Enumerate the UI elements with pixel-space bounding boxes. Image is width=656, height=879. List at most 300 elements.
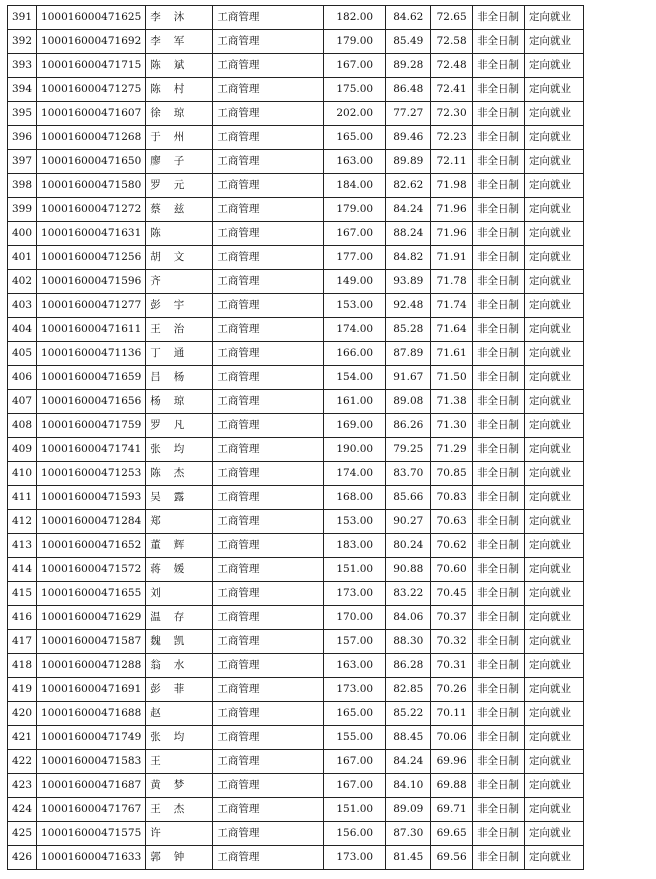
name-mask <box>161 83 174 95</box>
major-cell: 工商管理 <box>213 294 324 318</box>
retest-score-cell: 91.67 <box>386 366 431 390</box>
employment-type-cell: 定向就业 <box>525 726 584 750</box>
row-number-cell: 415 <box>8 582 37 606</box>
initial-score-cell: 157.00 <box>324 630 386 654</box>
major-cell: 工商管理 <box>213 558 324 582</box>
study-mode-cell: 非全日制 <box>473 774 525 798</box>
total-score-cell: 71.29 <box>431 438 473 462</box>
name-mask <box>161 131 174 143</box>
table-row <box>8 726 656 750</box>
row-number-cell: 406 <box>8 366 37 390</box>
initial-score-cell: 182.00 <box>324 6 386 30</box>
retest-score-cell: 89.89 <box>386 150 431 174</box>
row-number-cell: 401 <box>8 246 37 270</box>
name-mask <box>161 107 174 119</box>
retest-score-cell: 83.70 <box>386 462 431 486</box>
row-number-cell: 425 <box>8 822 37 846</box>
table-row <box>8 510 656 534</box>
candidate-name-cell <box>146 270 213 294</box>
name-mask <box>161 419 174 431</box>
study-mode-cell: 非全日制 <box>473 150 525 174</box>
name-surname: 刘 <box>150 587 161 599</box>
table-row <box>8 150 656 174</box>
name-surname: 罗 <box>150 179 161 191</box>
table-row <box>8 246 656 270</box>
name-surname: 杨 <box>150 395 161 407</box>
candidate-name-cell <box>146 798 213 822</box>
name-surname: 陈 <box>150 59 161 71</box>
retest-score-cell: 84.24 <box>386 198 431 222</box>
study-mode-cell: 非全日制 <box>473 294 525 318</box>
name-given: 辉 <box>173 539 185 551</box>
major-cell: 工商管理 <box>213 630 324 654</box>
major-cell: 工商管理 <box>213 438 324 462</box>
candidate-name-cell <box>146 726 213 750</box>
name-surname: 廖 <box>150 155 161 167</box>
name-mask <box>161 179 174 191</box>
major-cell: 工商管理 <box>213 822 324 846</box>
table-row <box>8 78 656 102</box>
row-number-cell: 412 <box>8 510 37 534</box>
total-score-cell: 71.91 <box>431 246 473 270</box>
table-row <box>8 486 656 510</box>
major-cell: 工商管理 <box>213 582 324 606</box>
row-number-cell: 423 <box>8 774 37 798</box>
table-row <box>8 438 656 462</box>
name-surname: 陈 <box>150 227 161 239</box>
candidate-name-cell <box>146 318 213 342</box>
name-mask <box>161 659 174 671</box>
study-mode-cell: 非全日制 <box>473 846 525 870</box>
row-number-cell: 398 <box>8 174 37 198</box>
candidate-name-cell <box>146 462 213 486</box>
name-given: 琼 <box>173 395 185 407</box>
row-number-cell: 393 <box>8 54 37 78</box>
name-given: 钟 <box>173 851 185 863</box>
candidate-id-cell: 100016000471587 <box>37 630 146 654</box>
table-row <box>8 774 656 798</box>
candidate-id-cell: 100016000471652 <box>37 534 146 558</box>
major-cell: 工商管理 <box>213 6 324 30</box>
candidate-name-cell <box>146 846 213 870</box>
study-mode-cell: 非全日制 <box>473 678 525 702</box>
row-number-cell: 420 <box>8 702 37 726</box>
name-mask <box>161 803 174 815</box>
retest-score-cell: 85.49 <box>386 30 431 54</box>
employment-type-cell: 定向就业 <box>525 366 584 390</box>
table-row <box>8 342 656 366</box>
name-given: 杰 <box>173 467 185 479</box>
initial-score-cell: 153.00 <box>324 510 386 534</box>
major-cell: 工商管理 <box>213 414 324 438</box>
table-row <box>8 414 656 438</box>
study-mode-cell: 非全日制 <box>473 246 525 270</box>
major-cell: 工商管理 <box>213 366 324 390</box>
candidate-id-cell: 100016000471596 <box>37 270 146 294</box>
row-number-cell: 419 <box>8 678 37 702</box>
candidate-name-cell <box>146 534 213 558</box>
name-mask <box>161 827 174 839</box>
study-mode-cell: 非全日制 <box>473 462 525 486</box>
employment-type-cell: 定向就业 <box>525 510 584 534</box>
candidate-id-cell: 100016000471659 <box>37 366 146 390</box>
name-mask <box>161 539 174 551</box>
name-given: 宇 <box>173 299 185 311</box>
initial-score-cell: 179.00 <box>324 198 386 222</box>
total-score-cell: 71.50 <box>431 366 473 390</box>
major-cell: 工商管理 <box>213 726 324 750</box>
study-mode-cell: 非全日制 <box>473 54 525 78</box>
total-score-cell: 72.58 <box>431 30 473 54</box>
candidate-name-cell <box>146 654 213 678</box>
name-surname: 翁 <box>150 659 161 671</box>
employment-type-cell: 定向就业 <box>525 462 584 486</box>
name-mask <box>161 563 174 575</box>
retest-score-cell: 84.24 <box>386 750 431 774</box>
row-number-cell: 410 <box>8 462 37 486</box>
candidate-name-cell <box>146 246 213 270</box>
name-mask <box>161 779 174 791</box>
total-score-cell: 71.74 <box>431 294 473 318</box>
name-surname: 丁 <box>150 347 161 359</box>
name-mask <box>161 275 174 287</box>
major-cell: 工商管理 <box>213 750 324 774</box>
name-given: 媛 <box>173 563 185 575</box>
major-cell: 工商管理 <box>213 150 324 174</box>
name-given: 文 <box>173 251 185 263</box>
major-cell: 工商管理 <box>213 606 324 630</box>
candidate-id-cell: 100016000471284 <box>37 510 146 534</box>
major-cell: 工商管理 <box>213 390 324 414</box>
name-given: 村 <box>173 83 185 95</box>
major-cell: 工商管理 <box>213 702 324 726</box>
row-number-cell: 416 <box>8 606 37 630</box>
retest-score-cell: 82.85 <box>386 678 431 702</box>
name-surname: 王 <box>150 803 161 815</box>
retest-score-cell: 92.48 <box>386 294 431 318</box>
total-score-cell: 71.61 <box>431 342 473 366</box>
candidate-id-cell: 100016000471625 <box>37 6 146 30</box>
initial-score-cell: 177.00 <box>324 246 386 270</box>
retest-score-cell: 86.26 <box>386 414 431 438</box>
candidate-name-cell <box>146 750 213 774</box>
row-number-cell: 418 <box>8 654 37 678</box>
retest-score-cell: 77.27 <box>386 102 431 126</box>
employment-type-cell: 定向就业 <box>525 78 584 102</box>
employment-type-cell: 定向就业 <box>525 606 584 630</box>
candidate-id-cell: 100016000471629 <box>37 606 146 630</box>
employment-type-cell: 定向就业 <box>525 102 584 126</box>
initial-score-cell: 168.00 <box>324 486 386 510</box>
employment-type-cell: 定向就业 <box>525 486 584 510</box>
name-given: 水 <box>173 659 185 671</box>
study-mode-cell: 非全日制 <box>473 174 525 198</box>
name-mask <box>161 371 174 383</box>
retest-score-cell: 90.88 <box>386 558 431 582</box>
candidate-name-cell <box>146 222 213 246</box>
retest-score-cell: 86.48 <box>386 78 431 102</box>
name-surname: 彭 <box>150 299 161 311</box>
table-row <box>8 318 656 342</box>
total-score-cell: 70.85 <box>431 462 473 486</box>
candidate-id-cell: 100016000471655 <box>37 582 146 606</box>
row-number-cell: 424 <box>8 798 37 822</box>
row-number-cell: 414 <box>8 558 37 582</box>
study-mode-cell: 非全日制 <box>473 750 525 774</box>
total-score-cell: 71.64 <box>431 318 473 342</box>
name-surname: 李 <box>150 35 161 47</box>
name-mask <box>161 35 174 47</box>
row-number-cell: 400 <box>8 222 37 246</box>
candidate-id-cell: 100016000471741 <box>37 438 146 462</box>
name-given: 通 <box>173 347 185 359</box>
row-number-cell: 422 <box>8 750 37 774</box>
major-cell: 工商管理 <box>213 174 324 198</box>
name-surname: 陈 <box>150 83 161 95</box>
major-cell: 工商管理 <box>213 54 324 78</box>
candidate-id-cell: 100016000471688 <box>37 702 146 726</box>
name-mask <box>161 635 174 647</box>
study-mode-cell: 非全日制 <box>473 534 525 558</box>
name-mask <box>161 155 174 167</box>
total-score-cell: 72.11 <box>431 150 473 174</box>
name-surname: 彭 <box>150 683 161 695</box>
retest-score-cell: 88.30 <box>386 630 431 654</box>
major-cell: 工商管理 <box>213 78 324 102</box>
row-number-cell: 397 <box>8 150 37 174</box>
name-surname: 于 <box>150 131 161 143</box>
row-number-cell: 396 <box>8 126 37 150</box>
row-number-cell: 395 <box>8 102 37 126</box>
row-number-cell: 405 <box>8 342 37 366</box>
total-score-cell: 69.88 <box>431 774 473 798</box>
initial-score-cell: 167.00 <box>324 750 386 774</box>
total-score-cell: 70.06 <box>431 726 473 750</box>
employment-type-cell: 定向就业 <box>525 678 584 702</box>
employment-type-cell: 定向就业 <box>525 6 584 30</box>
name-mask <box>161 443 174 455</box>
name-surname: 蒋 <box>150 563 161 575</box>
initial-score-cell: 175.00 <box>324 78 386 102</box>
row-number-cell: 408 <box>8 414 37 438</box>
initial-score-cell: 167.00 <box>324 774 386 798</box>
name-surname: 董 <box>150 539 161 551</box>
study-mode-cell: 非全日制 <box>473 6 525 30</box>
table-row <box>8 558 656 582</box>
initial-score-cell: 174.00 <box>324 318 386 342</box>
name-given: 斌 <box>173 59 185 71</box>
table-row <box>8 678 656 702</box>
initial-score-cell: 167.00 <box>324 222 386 246</box>
candidate-id-cell: 100016000471272 <box>37 198 146 222</box>
study-mode-cell: 非全日制 <box>473 102 525 126</box>
initial-score-cell: 170.00 <box>324 606 386 630</box>
candidate-name-cell <box>146 174 213 198</box>
retest-score-cell: 86.28 <box>386 654 431 678</box>
initial-score-cell: 149.00 <box>324 270 386 294</box>
major-cell: 工商管理 <box>213 654 324 678</box>
name-surname: 许 <box>150 827 161 839</box>
study-mode-cell: 非全日制 <box>473 726 525 750</box>
candidate-id-cell: 100016000471691 <box>37 678 146 702</box>
study-mode-cell: 非全日制 <box>473 414 525 438</box>
initial-score-cell: 169.00 <box>324 414 386 438</box>
initial-score-cell: 165.00 <box>324 126 386 150</box>
name-mask <box>161 731 174 743</box>
name-given: 兹 <box>173 203 185 215</box>
name-surname: 胡 <box>150 251 161 263</box>
name-surname: 吴 <box>150 491 161 503</box>
name-surname: 王 <box>150 755 161 767</box>
name-mask <box>161 299 174 311</box>
table-row <box>8 846 656 870</box>
candidate-name-cell <box>146 678 213 702</box>
initial-score-cell: 165.00 <box>324 702 386 726</box>
study-mode-cell: 非全日制 <box>473 270 525 294</box>
study-mode-cell: 非全日制 <box>473 558 525 582</box>
retest-score-cell: 84.62 <box>386 6 431 30</box>
employment-type-cell: 定向就业 <box>525 774 584 798</box>
major-cell: 工商管理 <box>213 342 324 366</box>
candidate-id-cell: 100016000471611 <box>37 318 146 342</box>
candidate-name-cell <box>146 6 213 30</box>
name-mask <box>161 59 174 71</box>
name-given: 露 <box>173 491 185 503</box>
study-mode-cell: 非全日制 <box>473 222 525 246</box>
retest-score-cell: 84.10 <box>386 774 431 798</box>
table-row <box>8 126 656 150</box>
study-mode-cell: 非全日制 <box>473 822 525 846</box>
employment-type-cell: 定向就业 <box>525 822 584 846</box>
retest-score-cell: 84.06 <box>386 606 431 630</box>
table-row <box>8 750 656 774</box>
table-row <box>8 654 656 678</box>
candidate-name-cell <box>146 774 213 798</box>
row-number-cell: 399 <box>8 198 37 222</box>
name-mask <box>161 11 174 23</box>
row-number-cell: 402 <box>8 270 37 294</box>
major-cell: 工商管理 <box>213 798 324 822</box>
candidate-name-cell <box>146 606 213 630</box>
study-mode-cell: 非全日制 <box>473 630 525 654</box>
name-surname: 郭 <box>150 851 161 863</box>
name-given: 杨 <box>173 371 185 383</box>
major-cell: 工商管理 <box>213 246 324 270</box>
table-row <box>8 270 656 294</box>
name-surname: 郑 <box>150 515 161 527</box>
candidate-id-cell: 100016000471631 <box>37 222 146 246</box>
name-mask <box>161 851 174 863</box>
candidate-id-cell: 100016000471580 <box>37 174 146 198</box>
candidate-name-cell <box>146 102 213 126</box>
name-surname: 陈 <box>150 467 161 479</box>
candidate-name-cell <box>146 438 213 462</box>
total-score-cell: 69.56 <box>431 846 473 870</box>
candidate-id-cell: 100016000471749 <box>37 726 146 750</box>
name-surname: 张 <box>150 731 161 743</box>
initial-score-cell: 184.00 <box>324 174 386 198</box>
total-score-cell: 70.62 <box>431 534 473 558</box>
major-cell: 工商管理 <box>213 510 324 534</box>
major-cell: 工商管理 <box>213 102 324 126</box>
row-number-cell: 411 <box>8 486 37 510</box>
major-cell: 工商管理 <box>213 30 324 54</box>
candidate-name-cell <box>146 126 213 150</box>
name-given: 琼 <box>173 107 185 119</box>
candidate-id-cell: 100016000471759 <box>37 414 146 438</box>
candidate-name-cell <box>146 630 213 654</box>
candidate-name-cell <box>146 558 213 582</box>
study-mode-cell: 非全日制 <box>473 30 525 54</box>
retest-score-cell: 79.25 <box>386 438 431 462</box>
name-surname: 吕 <box>150 371 161 383</box>
employment-type-cell: 定向就业 <box>525 414 584 438</box>
name-given: 存 <box>173 611 185 623</box>
name-given: 凡 <box>173 419 185 431</box>
candidate-name-cell <box>146 582 213 606</box>
name-surname: 罗 <box>150 419 161 431</box>
study-mode-cell: 非全日制 <box>473 510 525 534</box>
initial-score-cell: 183.00 <box>324 534 386 558</box>
retest-score-cell: 89.46 <box>386 126 431 150</box>
candidate-id-cell: 100016000471692 <box>37 30 146 54</box>
retest-score-cell: 88.24 <box>386 222 431 246</box>
name-given: 沐 <box>173 11 185 23</box>
major-cell: 工商管理 <box>213 270 324 294</box>
study-mode-cell: 非全日制 <box>473 582 525 606</box>
name-mask <box>161 395 174 407</box>
major-cell: 工商管理 <box>213 198 324 222</box>
table-row <box>8 606 656 630</box>
candidate-id-cell: 100016000471607 <box>37 102 146 126</box>
employment-type-cell: 定向就业 <box>525 54 584 78</box>
initial-score-cell: 161.00 <box>324 390 386 414</box>
row-number-cell: 391 <box>8 6 37 30</box>
total-score-cell: 70.45 <box>431 582 473 606</box>
initial-score-cell: 163.00 <box>324 654 386 678</box>
row-number-cell: 413 <box>8 534 37 558</box>
table-row <box>8 390 656 414</box>
study-mode-cell: 非全日制 <box>473 702 525 726</box>
table-row <box>8 630 656 654</box>
major-cell: 工商管理 <box>213 462 324 486</box>
table-row <box>8 54 656 78</box>
name-surname: 黄 <box>150 779 161 791</box>
row-number-cell: 407 <box>8 390 37 414</box>
table-row <box>8 222 656 246</box>
total-score-cell: 71.96 <box>431 198 473 222</box>
candidate-name-cell <box>146 414 213 438</box>
row-number-cell: 417 <box>8 630 37 654</box>
study-mode-cell: 非全日制 <box>473 78 525 102</box>
total-score-cell: 69.96 <box>431 750 473 774</box>
candidate-id-cell: 100016000471256 <box>37 246 146 270</box>
retest-score-cell: 93.89 <box>386 270 431 294</box>
row-number-cell: 409 <box>8 438 37 462</box>
row-number-cell: 426 <box>8 846 37 870</box>
total-score-cell: 70.83 <box>431 486 473 510</box>
candidate-name-cell <box>146 294 213 318</box>
major-cell: 工商管理 <box>213 222 324 246</box>
candidate-name-cell <box>146 702 213 726</box>
candidate-id-cell: 100016000471136 <box>37 342 146 366</box>
candidate-id-cell: 100016000471572 <box>37 558 146 582</box>
table-row <box>8 30 656 54</box>
employment-type-cell: 定向就业 <box>525 150 584 174</box>
table-row <box>8 174 656 198</box>
employment-type-cell: 定向就业 <box>525 702 584 726</box>
table-body <box>8 6 656 870</box>
